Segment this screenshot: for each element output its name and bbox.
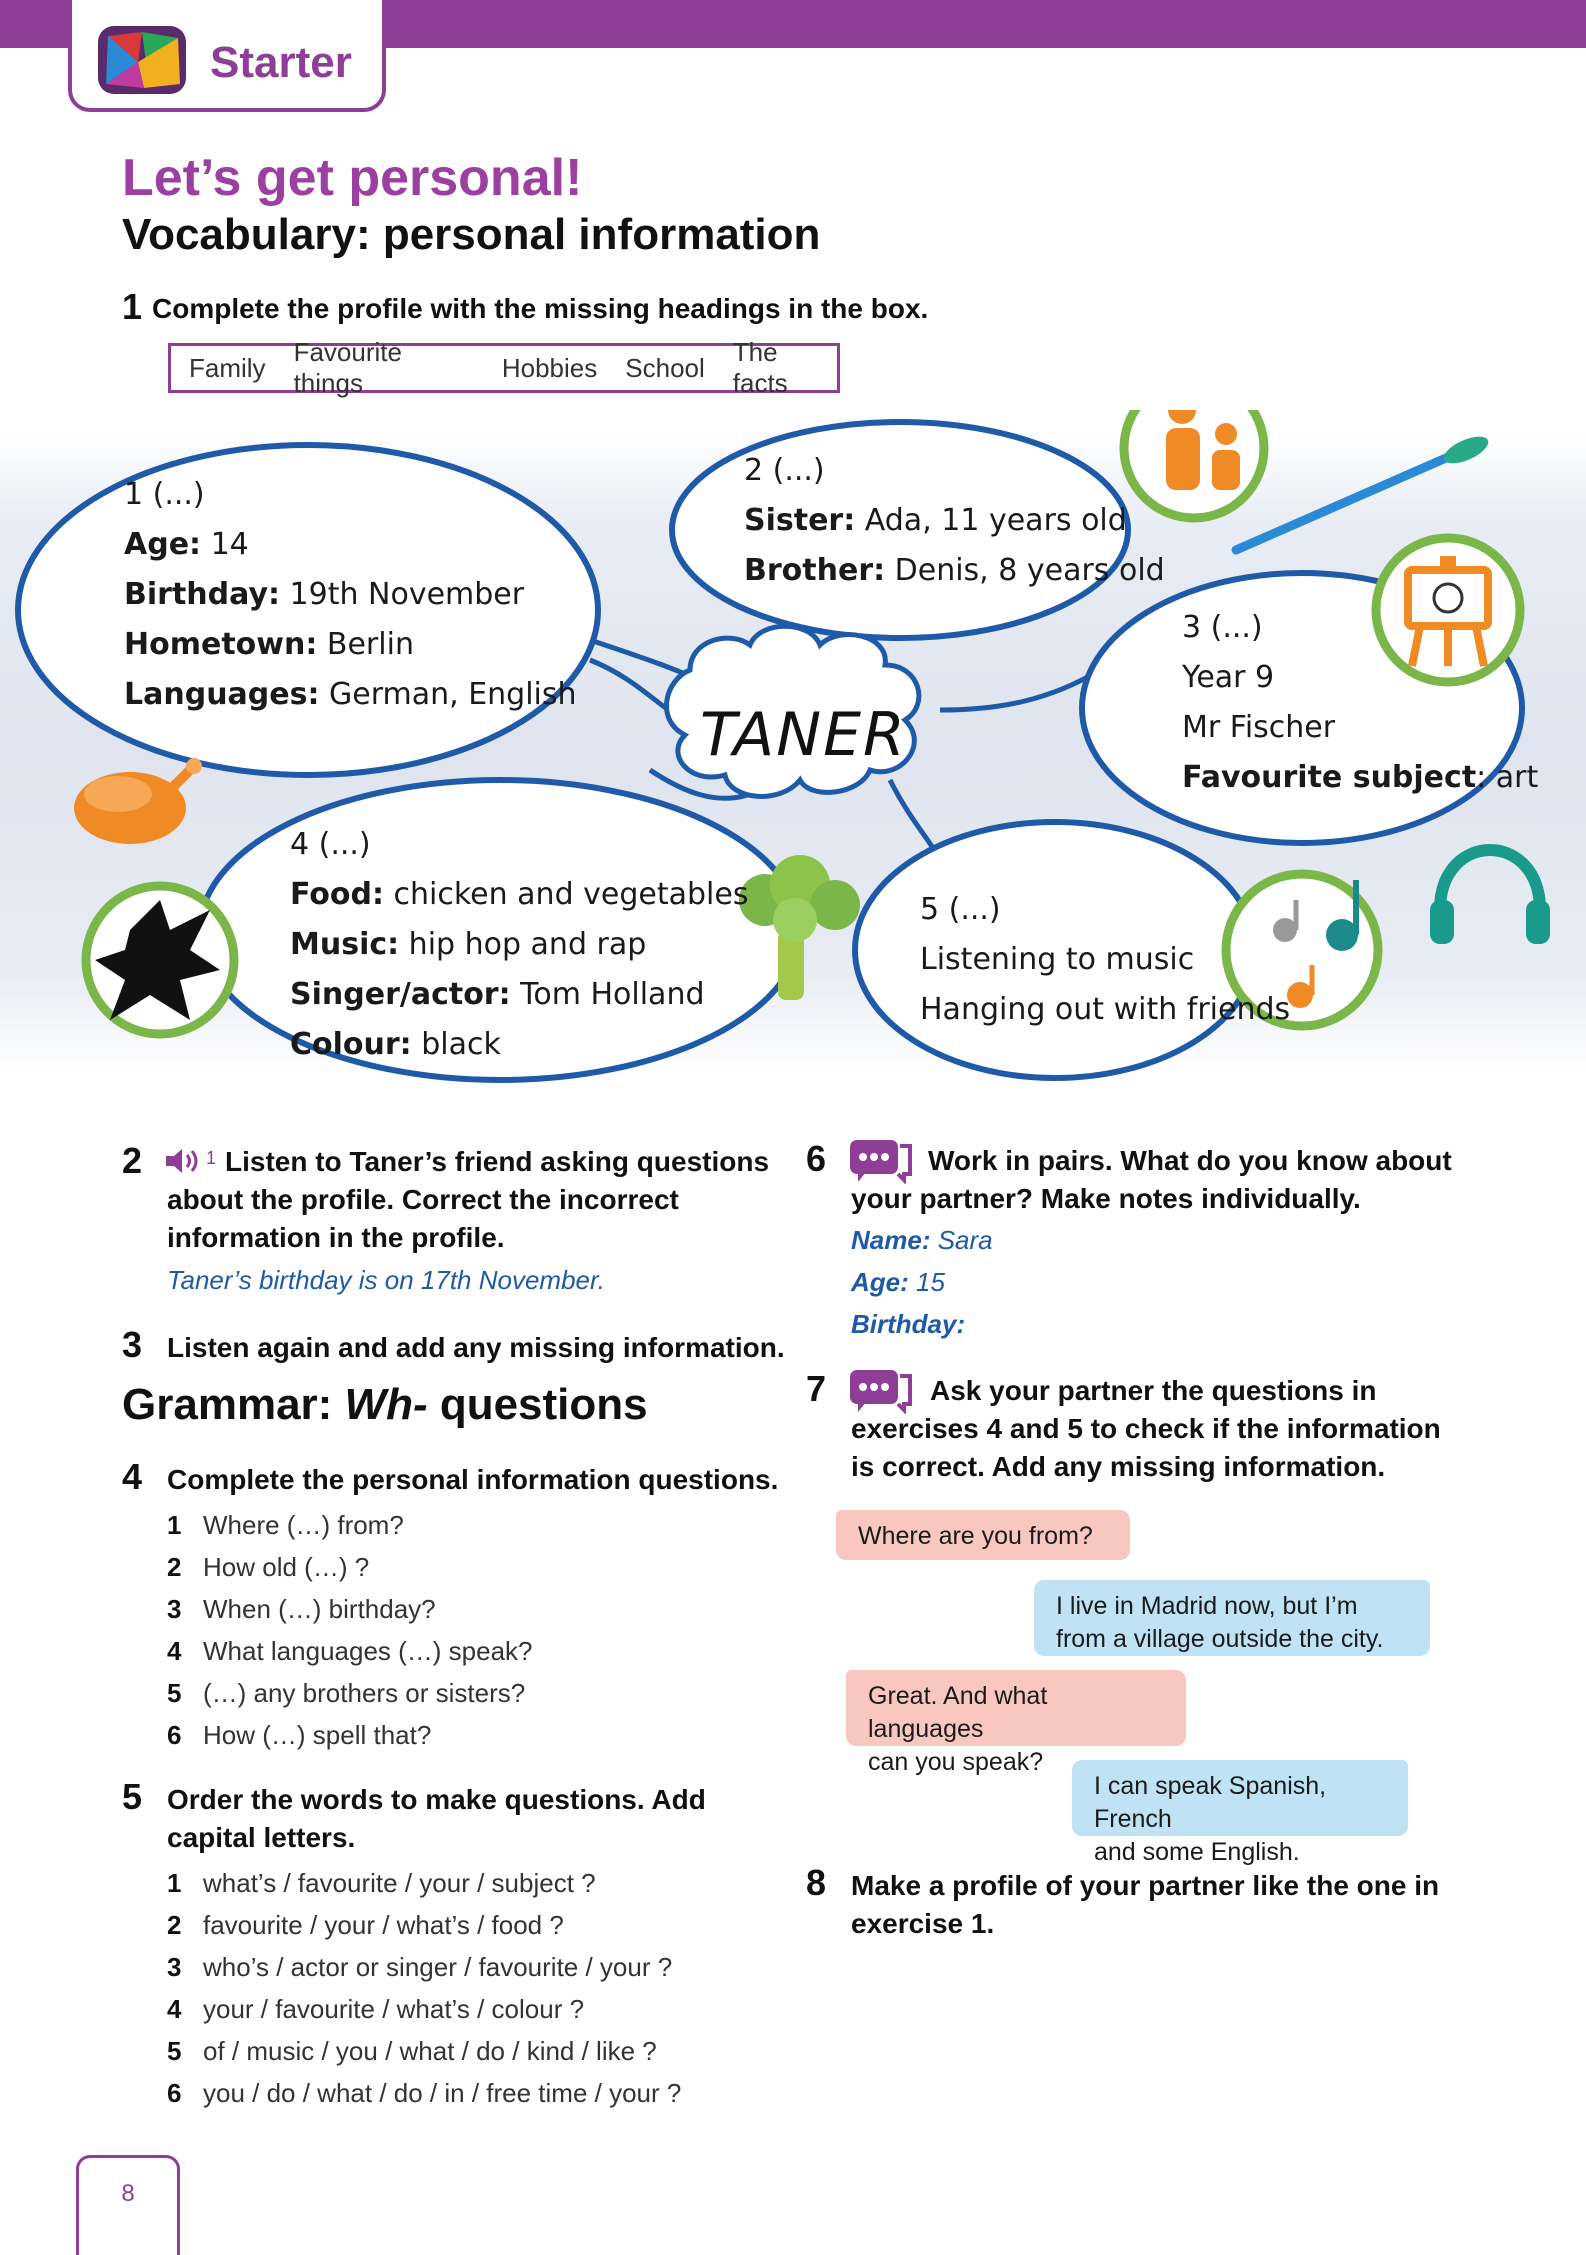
- bubble-school-text: [1182, 603, 1538, 803]
- list-item: 5 (…) any brothers or sisters?: [167, 1678, 526, 1708]
- notes-name-line: Name: Sara: [851, 1225, 993, 1255]
- page-title: Let’s get personal!: [122, 149, 583, 207]
- section-title-grammar: Grammar: Wh- questions: [122, 1380, 648, 1429]
- bubble-facts-text: [124, 470, 577, 720]
- list-item: 4 What languages (…) speak?: [167, 1636, 533, 1666]
- section-title-vocabulary: Vocabulary: personal information: [122, 210, 821, 259]
- bubble-heading: 2 (...): [744, 453, 825, 488]
- colour-line: Colour: black: [290, 1027, 501, 1062]
- center-name: TANER: [700, 700, 907, 770]
- food-line: Food: chicken and vegetables: [290, 877, 749, 912]
- bubble-family-text: [744, 446, 1165, 596]
- speech-bubble-question: Great. And what languages can you speak?: [846, 1670, 1186, 1746]
- exercise-6-number: 6: [806, 1138, 827, 1179]
- exercise-1-number: 1: [122, 286, 143, 327]
- bubble-heading: 1 (...): [124, 477, 205, 512]
- notes-age-line: Age: 15: [851, 1267, 945, 1297]
- word-box-item: School: [625, 352, 705, 383]
- hobby-line: Listening to music: [920, 942, 1195, 977]
- exercise-8-line-2: exercise 1.: [851, 1908, 995, 1939]
- bubble-favourites-text: [290, 820, 748, 1070]
- exercise-4-instruction: Complete the personal information questions.: [167, 1464, 779, 1495]
- exercise-7-number: 7: [806, 1368, 827, 1409]
- exercise-6-line-2: your partner? Make notes individually.: [851, 1183, 1361, 1214]
- notes-birthday-line: Birthday:: [851, 1309, 966, 1339]
- bubble-heading: 5 (...): [920, 892, 1001, 927]
- exercise-4-list: [167, 1504, 533, 1756]
- exercise-8-line-1: Make a profile of your partner like the one in: [851, 1870, 1440, 1901]
- hobby-line: Hanging out with friends: [920, 992, 1291, 1027]
- exercise-2-line-3: information in the profile.: [167, 1222, 505, 1253]
- hometown-line: Hometown: Berlin: [124, 627, 414, 662]
- exercise-2-line-2: about the profile. Correct the incorrect: [167, 1184, 679, 1215]
- word-box: [168, 337, 840, 398]
- list-item: 1 what’s / favourite / your / subject ?: [167, 1868, 596, 1898]
- pair-work-chat-icon: [848, 1136, 912, 1184]
- unit-tab: [68, 0, 386, 112]
- exercise-2-line-1: Listen to Taner’s friend asking questions: [225, 1146, 770, 1177]
- exercise-5-list: [167, 1862, 681, 2114]
- exercise-2-example: Taner’s birthday is on 17th November.: [167, 1265, 605, 1295]
- exercise-3-number: 3: [122, 1324, 143, 1365]
- exercise-5-line-1: Order the words to make questions. Add: [167, 1784, 706, 1815]
- bubble-hobbies-text: [920, 885, 1290, 1035]
- exercise-5-line-2: capital letters.: [167, 1822, 356, 1853]
- list-item: 3 who’s / actor or singer / favourite / your ?: [167, 1952, 673, 1982]
- word-box-item: Hobbies: [501, 352, 598, 383]
- list-item: 2 How old (…) ?: [167, 1552, 370, 1582]
- list-item: 4 your / favourite / what’s / colour ?: [167, 1994, 585, 2024]
- exercise-1-instruction: Complete the profile with the missing headings in the box.: [152, 293, 929, 324]
- word-box-item: Family: [189, 352, 266, 383]
- list-item: 6 How (…) spell that?: [167, 1720, 432, 1750]
- sister-line: Sister: Ada, 11 years old: [744, 503, 1127, 538]
- audio-speaker-icon[interactable]: [164, 1146, 204, 1176]
- subject-line: Favourite subject: art: [1182, 760, 1539, 795]
- brother-line: Brother: Denis, 8 years old: [744, 553, 1165, 588]
- year-line: Year 9: [1182, 660, 1275, 695]
- exercise-3-instruction: Listen again and add any missing information.: [167, 1332, 785, 1363]
- exercise-4-number: 4: [122, 1456, 143, 1497]
- exercise-8-number: 8: [806, 1862, 827, 1903]
- page-number: 8: [76, 2155, 180, 2255]
- speech-bubble-answer: I live in Madrid now, but I’m from a village outside the city.: [1034, 1580, 1430, 1656]
- languages-line: Languages: German, English: [124, 677, 577, 712]
- speech-bubble-answer: I can speak Spanish, French and some English.: [1072, 1760, 1408, 1836]
- music-line: Music: hip hop and rap: [290, 927, 647, 962]
- list-item: 6 you / do / what / do / in / free time / your ?: [167, 2078, 682, 2108]
- exercise-6-line-1: Work in pairs. What do you know about: [928, 1145, 1452, 1176]
- paint-splat-icon: [86, 886, 234, 1034]
- unit-tab-label: Starter: [210, 38, 352, 87]
- audio-track-number: 1: [206, 1148, 217, 1168]
- teacher-line: Mr Fischer: [1182, 710, 1336, 745]
- exercise-7-line-1: Ask your partner the questions in: [930, 1375, 1377, 1406]
- word-box-item: The facts: [732, 337, 788, 398]
- speech-bubble-question: Where are you from?: [836, 1510, 1130, 1560]
- exercise-7-line-3: is correct. Add any missing information.: [851, 1451, 1386, 1482]
- exercise-2-number: 2: [122, 1140, 143, 1181]
- list-item: 5 of / music / you / what / do / kind / like ?: [167, 2036, 657, 2066]
- list-item: 3 When (…) birthday?: [167, 1594, 436, 1624]
- exercise-5-number: 5: [122, 1776, 143, 1817]
- bubble-heading: 3 (...): [1182, 610, 1263, 645]
- pair-work-chat-icon: [848, 1366, 912, 1414]
- singer-line: Singer/actor: Tom Holland: [290, 977, 705, 1012]
- birthday-line: Birthday: 19th November: [124, 577, 525, 612]
- unit-logo-icon: [94, 22, 190, 98]
- bubble-heading: 4 (...): [290, 827, 371, 862]
- age-line: Age: 14: [124, 527, 249, 562]
- list-item: 2 favourite / your / what’s / food ?: [167, 1910, 564, 1940]
- list-item: 1 Where (…) from?: [167, 1510, 404, 1540]
- word-box-item: Favourite things: [293, 337, 402, 398]
- exercise-7-line-2: exercises 4 and 5 to check if the information: [851, 1413, 1441, 1444]
